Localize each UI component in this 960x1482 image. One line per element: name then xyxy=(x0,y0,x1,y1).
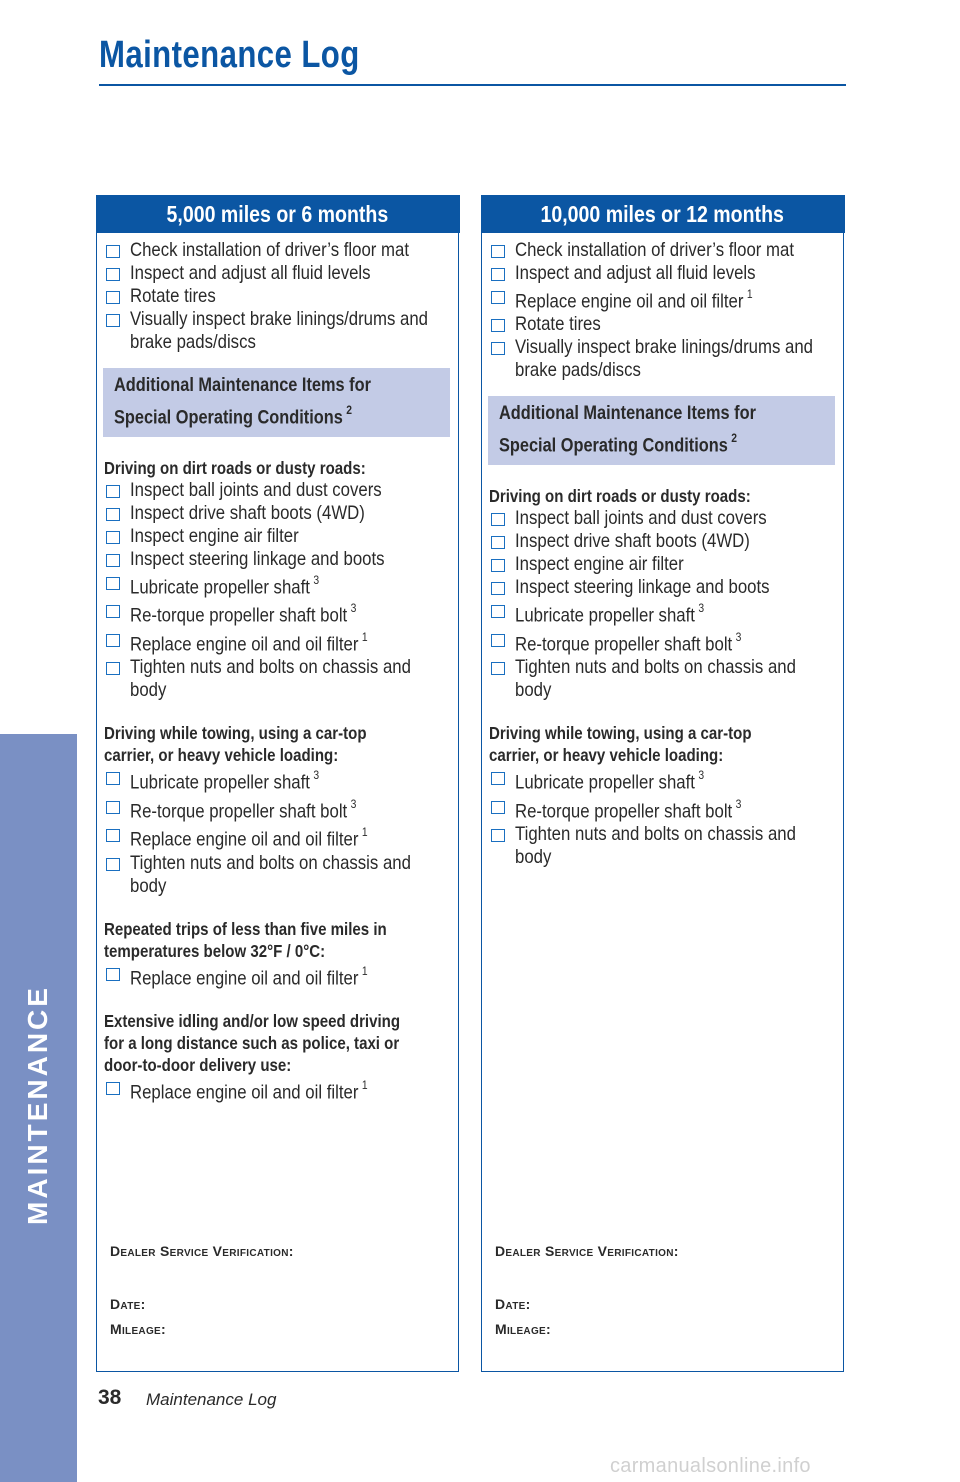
item-text: Visually inspect brake linings/drums and xyxy=(130,307,428,330)
item-text: Replace engine oil and oil filter xyxy=(130,828,359,851)
checklist-item[interactable] xyxy=(105,479,452,502)
item-text: Replace engine oil and oil filter xyxy=(515,290,744,312)
checklist-item-label xyxy=(515,656,796,679)
interval-header xyxy=(96,195,460,233)
checklist-item[interactable] xyxy=(105,628,452,657)
checklist-item[interactable] xyxy=(105,766,452,795)
checklist-item-label xyxy=(130,308,428,331)
footnote-ref: 1 xyxy=(361,963,368,978)
special-conditions-text: Special Operating Conditions xyxy=(114,406,343,428)
interval-header-text: 10,000 miles or 12 months xyxy=(540,200,785,227)
footnote-ref: 1 xyxy=(746,286,753,301)
condition-heading xyxy=(104,918,458,962)
item-text-continuation: body xyxy=(130,679,167,702)
checkbox-icon[interactable] xyxy=(106,634,120,647)
checkbox-icon[interactable] xyxy=(491,536,505,549)
condition-heading-line: Driving on dirt roads or dusty roads: xyxy=(104,457,366,478)
checklist-item-label xyxy=(130,795,356,824)
checklist-item-label xyxy=(515,262,756,285)
condition-items xyxy=(97,479,458,703)
item-text: Re-torque propeller shaft bolt xyxy=(515,800,733,823)
footnote-ref: 1 xyxy=(361,1078,368,1093)
item-text: Tighten nuts and bolts on chassis and xyxy=(130,851,411,874)
footer-title: Maintenance Log xyxy=(146,1390,277,1409)
interval-column-10000 xyxy=(481,195,844,1372)
item-text: Inspect and adjust all fluid levels xyxy=(130,261,371,284)
item-text: Inspect drive shaft boots (4WD) xyxy=(130,501,365,524)
checklist-item[interactable] xyxy=(105,571,452,600)
condition-items xyxy=(97,766,458,898)
item-text: Visually inspect brake linings/drums and xyxy=(515,336,813,358)
checklist-item[interactable] xyxy=(490,239,837,262)
checkbox-icon[interactable] xyxy=(491,291,505,304)
checklist-item[interactable] xyxy=(490,285,837,314)
checkbox-icon[interactable] xyxy=(491,268,505,281)
item-text: Check installation of driver’s floor mat xyxy=(130,238,410,261)
interval-column-5000 xyxy=(96,195,459,1372)
checkbox-icon[interactable] xyxy=(106,801,120,814)
checklist-item[interactable] xyxy=(490,262,837,285)
checkbox-icon[interactable] xyxy=(491,801,505,814)
checklist-item-continuation xyxy=(105,331,452,354)
special-conditions-line: Additional Maintenance Items for xyxy=(114,374,371,396)
checkbox-icon[interactable] xyxy=(491,342,505,355)
checklist-item-label xyxy=(130,479,382,502)
checkbox-icon[interactable] xyxy=(106,268,120,281)
checklist-item[interactable] xyxy=(105,548,452,571)
checkbox-icon[interactable] xyxy=(491,582,505,595)
item-text-continuation: body xyxy=(130,874,167,897)
condition-heading-line: Repeated trips of less than five miles in xyxy=(104,918,387,939)
footnote-ref: 2 xyxy=(346,402,352,417)
checkbox-icon[interactable] xyxy=(491,662,505,675)
item-text: Inspect and adjust all fluid levels xyxy=(515,261,756,284)
item-text: Inspect engine air filter xyxy=(130,524,299,547)
checkbox-icon[interactable] xyxy=(491,513,505,526)
condition-heading-line: Driving while towing, using a car-top xyxy=(489,723,752,744)
checkbox-icon[interactable] xyxy=(106,314,120,327)
checklist-item-label xyxy=(130,1076,368,1105)
mileage-label: Mileage: xyxy=(495,1321,551,1337)
checklist-item[interactable] xyxy=(490,656,837,679)
footnote-ref: 3 xyxy=(313,768,320,783)
checkbox-icon[interactable] xyxy=(491,829,505,842)
item-text: Rotate tires xyxy=(515,313,601,335)
checklist-item-label xyxy=(515,823,796,846)
special-conditions-line xyxy=(114,399,394,431)
mileage-label: Mileage: xyxy=(110,1321,166,1337)
checkbox-icon[interactable] xyxy=(106,968,120,981)
checklist-item[interactable] xyxy=(105,1076,452,1105)
page-number: 38 xyxy=(98,1386,122,1409)
checklist-item-label xyxy=(515,599,704,628)
checklist-item[interactable] xyxy=(105,599,452,628)
item-text: Replace engine oil and oil filter xyxy=(130,1081,359,1104)
checklist-item[interactable] xyxy=(490,530,837,553)
footnote-ref: 3 xyxy=(698,768,705,783)
checklist-item[interactable] xyxy=(490,766,837,795)
checkbox-icon[interactable] xyxy=(106,291,120,304)
condition-heading xyxy=(489,485,843,507)
condition-heading xyxy=(104,457,458,479)
checklist-item-label xyxy=(515,313,601,336)
item-text: Inspect ball joints and dust covers xyxy=(130,478,382,501)
item-text: Lubricate propeller shaft xyxy=(130,576,310,599)
item-text: Lubricate propeller shaft xyxy=(130,771,310,794)
checklist-item[interactable] xyxy=(490,599,837,628)
checklist-item-label xyxy=(515,507,767,530)
standard-items xyxy=(97,233,458,354)
checklist-item[interactable] xyxy=(490,313,837,336)
checkbox-icon[interactable] xyxy=(491,559,505,572)
watermark: carmanualsonline.info xyxy=(610,1455,811,1477)
checkbox-icon[interactable] xyxy=(491,634,505,647)
checklist-item-label xyxy=(515,530,750,553)
condition-heading xyxy=(104,722,458,766)
checklist-item-label xyxy=(515,553,684,576)
standard-items xyxy=(482,233,843,383)
checklist-item-continuation xyxy=(105,875,452,898)
checklist-item[interactable] xyxy=(490,823,837,846)
checklist-item[interactable] xyxy=(105,502,452,525)
item-text: Inspect engine air filter xyxy=(515,553,684,576)
checklist-item-label xyxy=(515,576,770,599)
checkbox-icon[interactable] xyxy=(106,829,120,842)
condition-heading xyxy=(104,1010,458,1076)
checklist-item[interactable] xyxy=(490,576,837,599)
interval-header xyxy=(481,195,845,233)
checklist-item-continuation xyxy=(105,679,452,702)
item-text: Inspect ball joints and dust covers xyxy=(515,507,767,530)
checklist-item-label xyxy=(515,239,794,262)
dealer-verification-label: Dealer Service Verification: xyxy=(495,1243,679,1259)
condition-heading-line: temperatures below 32°F / 0°C: xyxy=(104,940,326,961)
checklist-item-label xyxy=(130,962,368,991)
checklist-item-label xyxy=(130,262,371,285)
checklist-item-label xyxy=(515,766,704,795)
checkbox-icon[interactable] xyxy=(491,245,505,258)
special-conditions-box xyxy=(488,396,835,465)
special-conditions-line: Additional Maintenance Items for xyxy=(499,403,756,424)
checkbox-icon[interactable] xyxy=(491,605,505,618)
item-text: Replace engine oil and oil filter xyxy=(130,633,359,656)
checklist-item-label xyxy=(515,795,741,824)
condition-heading-line: Driving while towing, using a car-top xyxy=(104,723,367,744)
footnote-ref: 3 xyxy=(350,796,357,811)
checklist-item[interactable] xyxy=(105,262,452,285)
checkbox-icon[interactable] xyxy=(106,772,120,785)
checklist-item[interactable] xyxy=(105,285,452,308)
checklist-item-label xyxy=(515,336,813,359)
footnote-ref: 2 xyxy=(731,431,737,445)
item-text: Inspect steering linkage and boots xyxy=(130,547,385,570)
checkbox-icon[interactable] xyxy=(106,485,120,498)
footnote-ref: 3 xyxy=(735,796,742,811)
condition-heading-line: carrier, or heavy vehicle loading: xyxy=(489,745,724,766)
checkbox-icon[interactable] xyxy=(106,577,120,590)
checklist-item-label xyxy=(130,239,409,262)
checklist-item-label xyxy=(130,571,319,600)
item-text: Tighten nuts and bolts on chassis and xyxy=(130,656,411,679)
interval-header-text: 5,000 miles or 6 months xyxy=(166,200,389,227)
item-text-continuation: body xyxy=(515,679,552,702)
page-title: Maintenance Log xyxy=(99,34,360,76)
checklist-item-continuation xyxy=(490,679,837,702)
item-text: Replace engine oil and oil filter xyxy=(130,967,359,990)
footnote-ref: 3 xyxy=(698,601,705,616)
checklist-item[interactable] xyxy=(105,795,452,824)
item-text: Inspect steering linkage and boots xyxy=(515,576,770,599)
checklist-item-label xyxy=(130,823,368,852)
checklist-item-label xyxy=(130,852,411,875)
special-conditions-text: Special Operating Conditions xyxy=(499,435,728,457)
condition-heading-line: carrier, or heavy vehicle loading: xyxy=(104,745,339,766)
item-text: Check installation of driver’s floor mat xyxy=(515,238,795,261)
condition-heading-line: for a long distance such as police, taxi or xyxy=(104,1033,400,1054)
checklist-item-label xyxy=(130,525,299,548)
checklist-item-label xyxy=(130,285,216,308)
checklist-item[interactable] xyxy=(105,823,452,852)
checkbox-icon[interactable] xyxy=(106,605,120,618)
item-text: Re-torque propeller shaft bolt xyxy=(130,604,348,627)
checklist-item[interactable] xyxy=(490,628,837,657)
title-divider xyxy=(99,84,846,86)
checklist-item[interactable] xyxy=(490,336,837,359)
condition-items xyxy=(97,1076,458,1105)
footnote-ref: 3 xyxy=(735,629,742,644)
section-side-tab-label: MAINTENANCE xyxy=(22,985,53,1225)
checklist-item-label xyxy=(130,628,368,657)
checklist-item[interactable] xyxy=(105,962,452,991)
checklist-item[interactable] xyxy=(490,553,837,576)
checkbox-icon[interactable] xyxy=(106,531,120,544)
item-text-continuation: body xyxy=(515,846,552,869)
checklist-item-label xyxy=(130,656,411,679)
checklist-item[interactable] xyxy=(490,795,837,824)
condition-heading-line: door-to-door delivery use: xyxy=(104,1055,292,1076)
checklist-item-continuation xyxy=(490,846,837,869)
checklist-item-continuation xyxy=(490,359,837,382)
checkbox-icon[interactable] xyxy=(106,1082,120,1095)
checklist-item-label xyxy=(515,628,741,657)
special-conditions-box xyxy=(103,368,450,437)
checklist-item[interactable] xyxy=(105,852,452,875)
checkbox-icon[interactable] xyxy=(106,662,120,675)
date-label: Date: xyxy=(495,1296,531,1312)
checklist-item-label xyxy=(130,599,356,628)
footnote-ref: 3 xyxy=(350,601,357,616)
footnote-ref: 3 xyxy=(313,572,320,587)
item-text-continuation: brake pads/discs xyxy=(515,359,641,381)
checklist-item-label xyxy=(130,766,319,795)
special-conditions-line xyxy=(499,427,779,459)
checklist-item[interactable] xyxy=(105,308,452,331)
checkbox-icon[interactable] xyxy=(106,858,120,871)
condition-items xyxy=(482,507,843,702)
checkbox-icon[interactable] xyxy=(106,508,120,521)
item-text: Lubricate propeller shaft xyxy=(515,604,695,627)
checklist-item[interactable] xyxy=(105,656,452,679)
item-text: Re-torque propeller shaft bolt xyxy=(515,633,733,656)
condition-heading-line: Driving on dirt roads or dusty roads: xyxy=(489,486,751,507)
item-text: Inspect drive shaft boots (4WD) xyxy=(515,530,750,553)
checkbox-icon[interactable] xyxy=(491,319,505,332)
checkbox-icon[interactable] xyxy=(491,772,505,785)
condition-items xyxy=(97,962,458,991)
checkbox-icon[interactable] xyxy=(106,245,120,258)
condition-heading xyxy=(489,722,843,766)
checklist-item[interactable] xyxy=(490,507,837,530)
item-text: Tighten nuts and bolts on chassis and xyxy=(515,823,796,846)
item-text: Re-torque propeller shaft bolt xyxy=(130,800,348,823)
checklist-item-label xyxy=(130,548,385,571)
checkbox-icon[interactable] xyxy=(106,554,120,567)
checklist-item-label xyxy=(515,285,753,314)
dealer-verification-label: Dealer Service Verification: xyxy=(110,1243,294,1259)
item-text: Tighten nuts and bolts on chassis and xyxy=(515,656,796,679)
item-text: Rotate tires xyxy=(130,284,216,307)
item-text-continuation: brake pads/discs xyxy=(130,330,256,353)
date-label: Date: xyxy=(110,1296,146,1312)
item-text: Lubricate propeller shaft xyxy=(515,771,695,794)
footnote-ref: 1 xyxy=(361,825,368,840)
condition-heading-line: Extensive idling and/or low speed driving xyxy=(104,1011,401,1032)
checklist-item[interactable] xyxy=(105,525,452,548)
footnote-ref: 1 xyxy=(361,629,368,644)
checklist-item[interactable] xyxy=(105,239,452,262)
checklist-item-label xyxy=(130,502,365,525)
condition-items xyxy=(482,766,843,869)
